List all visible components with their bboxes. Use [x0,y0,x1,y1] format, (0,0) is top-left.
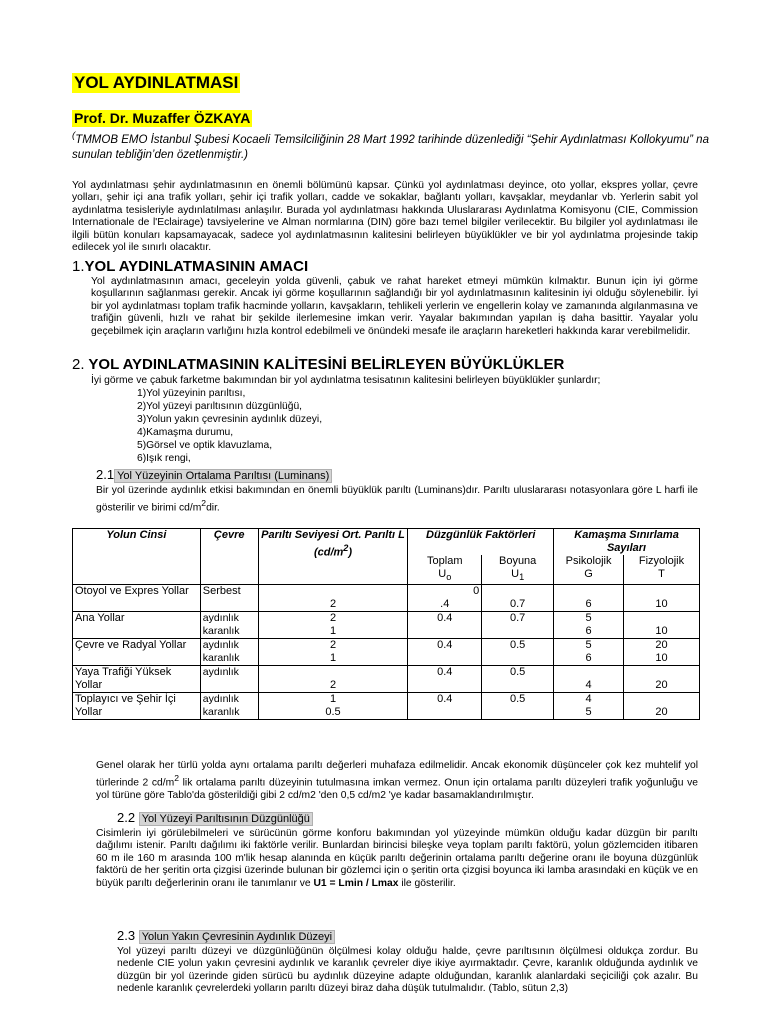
section-2-1-sup: 2 [201,498,207,509]
cell-environment [200,693,258,720]
after-table-paragraph [96,760,698,803]
document-title: YOL AYDINLATMASI [74,73,239,92]
list-item: 1)Yol yüzeyinin parıltısı, [137,388,246,399]
cell-road-type: Yaya Trafiği Yüksek Yollar [73,666,201,693]
section-2-3-number: 2.3 [117,928,136,943]
cell-u1: 0.5 [482,639,554,666]
subheader-longitudinal-symbol [484,568,551,584]
header-uniformity: Düzgünlük Faktörleri [408,529,554,556]
cell-env-1: aydınlık [202,612,239,625]
subheader-total [408,555,482,585]
table-header-row [73,529,700,556]
table-row [73,666,700,693]
note-mark: ( [72,130,76,141]
cell-env-2: karanlık [202,625,240,638]
subheader-physiological-symbol: T [658,568,665,580]
list-item: 2)Yol yüzeyi parıltısının düzgünlüğü, [137,400,303,412]
cell-env-2: karanlık [202,652,240,665]
section-2-2-paragraph [96,828,698,890]
cell-u1: 0.7 [482,585,554,612]
list-item: 6)Işık rengi, [137,452,191,464]
subheader-longitudinal-label: Boyuna [498,555,537,567]
section-2-3-label: Yolun Yakın Çevresinin Aydınlık Düzeyi [139,930,335,944]
cell-t: 10 [624,612,700,639]
cell-uo: 0.4 [408,666,482,693]
subheader-physiological-label: Fizyolojik [638,555,685,567]
cell-lum-1: 1 [329,693,337,706]
section-2-number: 2. [72,356,85,373]
header-road-type: Yolun Cinsi [73,529,201,585]
cell-luminance [258,612,408,639]
cell-luminance [258,639,408,666]
cell-luminance [258,693,408,720]
cell-lum-2: 0.5 [325,706,341,719]
cell-t-2: 10 [655,652,668,665]
list-item: 4)Kamaşma durumu, [137,426,234,438]
after-table-sup: 2 [174,773,179,784]
cell-road-type: Toplayıcı ve Şehir İçi Yollar [73,693,201,720]
section-2-1-label: Yol Yüzeyinin Ortalama Parıltısı (Luminans) [114,469,332,483]
after-table-text-b: lik ortalama parıltı düzeyinin tutulmasına imkan vermez. Onun için ortalama parıltı düzeyleri trafik yoğunluğu ve yol türüne göre Tablo'da gösterildiği gibi 2 cd/m2 'den 0,5 cd/m2 'ye kadar basamaklandırılmıştır. [96,777,698,802]
cell-environment [200,612,258,639]
section-2-2-number: 2.2 [117,810,136,825]
cell-environment [200,639,258,666]
cell-lum-1: 2 [329,612,337,625]
section-2-1-text-b: dir. [206,502,220,514]
cell-u1: 0.5 [482,666,554,693]
section-2-2-text: Cisimlerin iyi görülebilmeleri ve sürücünün görme konforu bakımından yol yüzeyinde mümkün olduğu kadar düzgün bir parıltı dağılımı istenir. Parıltı dağılımı iki faktörle verilir. Bunlardan birincisi bileşke veya toplam parıltı faktörü, yolun gözlemciden itibaren 60 m ile 160 m arasında 100 m'lik hesap alanında en küçük parıltı değerinin ortalama parıltı değerine oranı ile boyuna düzgünlük faktörü de her şeritin orta çizgisi üzerinde bulunan bir gözlemci için o şeritin orta çizgisi boyunca iki lamba arasındaki en küçük ve en büyük parıltı değerlerinin oranı ile tanımlanır ve [96,828,698,889]
cell-lum-2: 1 [329,625,337,638]
section-2-3-paragraph: Yol yüzeyi parıltı düzeyi ve düzgünlüğünün ölçülmesi kolay olduğu halde, çevre parıltısının ölçülmesi oldukça zordur. Bu nedenle CIE yolun yakın çevresini aydınlık ve karanlık çevreler diye ikiye ayırmaktadır. Çevre, karanlık olduğunda aydınlık ve düzgün bir yol üzerinde giden sürücü bu aydınlık düzeyine adapte olduğundan, karanlık alanlardaki seçiciliği çok azalır. Bu nedenle karanlık çevrelerdeki yolların parıltı düzeyi biraz daha düşük tutulmalıdır. (Tablo, sütun 2,3) [117,946,698,995]
header-glare: Kamaşma Sınırlama Sayıları [554,529,700,556]
cell-uo-a: 0 [473,585,480,598]
cell-t [624,639,700,666]
intro-paragraph: Yol aydınlatması şehir aydınlatmasının en önemli bölümünü kapsar. Çünkü yol aydınlatması deyince, oto yollar, ekspres yollar, çevre yolları, şehir içi ana trafik yolları, şehir içi trafik yolları, cadde ve sokaklar, bağlantı yolları, kavşaklar, meydanlar vb. Yerlerin sabit yol aydınlatma tesisleriyle aydınlatılması anlaşılır. Burada yol aydınlatması hakkında Uluslararası Aydınlatma Komisyonu (CIE, Commission Internationale de l'Eclairage) tavsiyelerine ve Alman normlarına (DIN) göre bazı temel bilgiler verilecektir. Bu bilgiler yol aydınlatması ile ilgili bütün konuları kapsamayacak, sadece yol aydınlatmasının kalitesini belirleyen büyüklükler ve bir yol aydınlatma projesinde takip edilecek yol ile sınırlı olacaktır. [72,180,698,254]
cell-uo [408,585,482,612]
cell-luminance: 2 [258,585,408,612]
header-luminance-unit: cd/m [317,546,344,559]
header-luminance-sup: 2 [343,543,349,553]
cell-g-1: 5 [585,639,592,652]
list-item: 3)Yolun yakın çevresinin aydınlık düzeyi, [137,413,323,425]
list-item: 5)Görsel ve optik klavuzlama, [137,439,273,451]
symbol-u: U [438,568,447,580]
formula-ratio: = Lmin / Lmax [329,877,399,889]
cell-uo-b: .4 [440,598,450,611]
cell-u1: 0.7 [482,612,554,639]
cell-t-1: 20 [655,639,668,652]
cell-env-1: aydınlık [202,639,239,652]
source-note [72,128,732,163]
table-row [73,612,700,639]
cell-u1: 0.5 [482,693,554,720]
section-1-paragraph: Yol aydınlatmasının amacı, geceleyin yolda güvenli, çabuk ve rahat hareket etmeyi mümkün kılmaktır. Bunun için iyi görme koşullarının sağlanması gerekir. Ancak iyi görme koşullarının sağlandığı bir yol aydınlatmasının kalitesinin iyi olduğu söylenebilir. İyi bir yol aydınlatması toplam trafik hacminde yolların, kavşakların, tehlikeli yerlerin ve engellerin kolay ve zamanında algılanmasına ve trafiğin güvenli, hızlı ve rahat bir şekilde ilerlemesine imkan verir. Yayalar bakımından yapılan iş daha basittir. Yayalar yolu geçebilmek için araçların varlığını hızla kontrol edebilmeli ve önündeki mesafe ile araçların hareketleri hakkında karar verebilmelidir. [91,276,698,337]
cell-environment: Serbest [200,585,258,612]
subheader-psychological-symbol: G [584,568,593,580]
subheader-psychological-label: Psikolojik [565,555,612,567]
section-2-1-heading [96,467,332,484]
header-environment: Çevre [200,529,258,585]
quality-factors-list [137,388,322,465]
cell-g-2: 5 [585,706,592,719]
section-2-2-label: Yol Yüzeyi Parıltısının Düzgünlüğü [139,812,313,826]
cell-road-type: Ana Yollar [73,612,201,639]
cell-uo: 0.4 [408,612,482,639]
cell-g [554,612,624,639]
cell-road-type: Otoyol ve Expres Yollar [73,585,201,612]
subheader-longitudinal [482,555,554,585]
luminance-table [72,528,700,720]
cell-g [554,639,624,666]
section-2-heading [72,356,564,374]
cell-uo: 0.4 [408,639,482,666]
section-2-2-text-end: ile gösterilir. [398,877,456,889]
author-name: Prof. Dr. Muzaffer ÖZKAYA [74,110,251,126]
subheader-physiological [624,555,700,585]
section-2-2-heading [117,810,313,827]
cell-g: 6 [554,585,624,612]
section-2-3-heading [117,928,335,945]
table-row [73,585,700,612]
symbol-sub: 1 [519,572,525,583]
cell-g-2: 6 [585,652,592,665]
subheader-psychological [554,555,624,585]
symbol-u: U [511,568,520,580]
cell-road-type: Çevre ve Radyal Yollar [73,639,201,666]
section-2-1-number: 2.1 [96,467,115,482]
cell-lum-2: 1 [329,652,337,665]
cell-env-2: karanlık [202,706,240,719]
cell-t: 20 [624,693,700,720]
symbol-sub: o [446,572,452,583]
cell-g: 4 [554,666,624,693]
cell-g-1: 4 [585,693,592,706]
cell-env-1: aydınlık [202,693,239,706]
header-luminance-close: ) [348,546,353,559]
cell-uo: 0.4 [408,693,482,720]
subheader-total-label: Toplam [427,555,463,567]
cell-lum-1: 2 [329,639,337,652]
section-2-1-text-a: Bir yol üzerinde aydınlık etkisi bakımından en önemli büyüklük parıltı (Luminans)dır. Parıltı uluslararası notasyonlara göre L harfi ile gösterilir ve birimi cd/m [96,485,698,514]
cell-luminance: 2 [258,666,408,693]
cell-g-2: 6 [585,625,592,638]
cell-g [554,693,624,720]
section-1-title: YOL AYDINLATMASININ AMACI [84,258,309,275]
cell-t: 10 [624,585,700,612]
after-table-text-a: Genel olarak her türlü yolda aynı ortalama parıltı değerleri muhafaza edilmelidir. Ancak ekonomik düşünceler çok kez muhtelif yol türlerinde 2 cd/m [96,760,698,789]
table-row [73,639,700,666]
section-1-heading [72,258,308,276]
section-2-title: YOL AYDINLATMASININ KALİTESİNİ BELİRLEYEN BÜYÜKLÜKLER [88,356,565,373]
note-text: TMMOB EMO İstanbul Şubesi Kocaeli Temsilciliğinin 28 Mart 1992 tarihinde düzenlediği “Şehir Aydınlatması Kollokyumu” na sunulan tebliğin’den özetlenmiştir.) [72,133,709,161]
section-2-intro: İyi görme ve çabuk farketme bakımından bir yol aydınlatma tesisatının kalitesini belirleyen büyüklükler şunlardır; [91,375,601,386]
table-row [73,693,700,720]
header-luminance-text: Parıltı Seviyesi Ort. Parıltı L ( [261,529,405,559]
formula-u1: U1 [313,877,327,889]
subheader-total-symbol [410,568,479,584]
cell-g-1: 5 [585,612,592,625]
header-luminance [258,529,408,585]
cell-environment: aydınlık [200,666,258,693]
cell-t: 20 [624,666,700,693]
section-2-1-paragraph [96,485,698,515]
section-1-number: 1. [72,258,85,275]
